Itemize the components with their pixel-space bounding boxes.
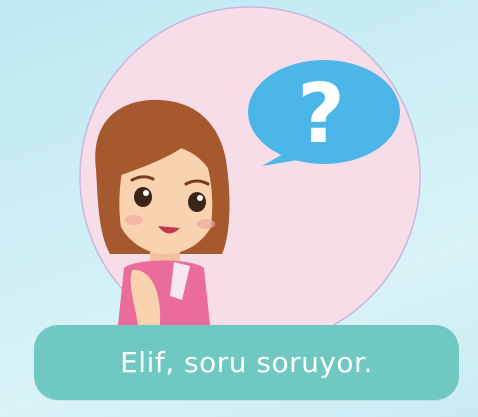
question-mark-icon: ? [297,67,345,162]
caption-bar [34,325,459,400]
caption-text: Elif, soru soruyor. [120,346,373,379]
